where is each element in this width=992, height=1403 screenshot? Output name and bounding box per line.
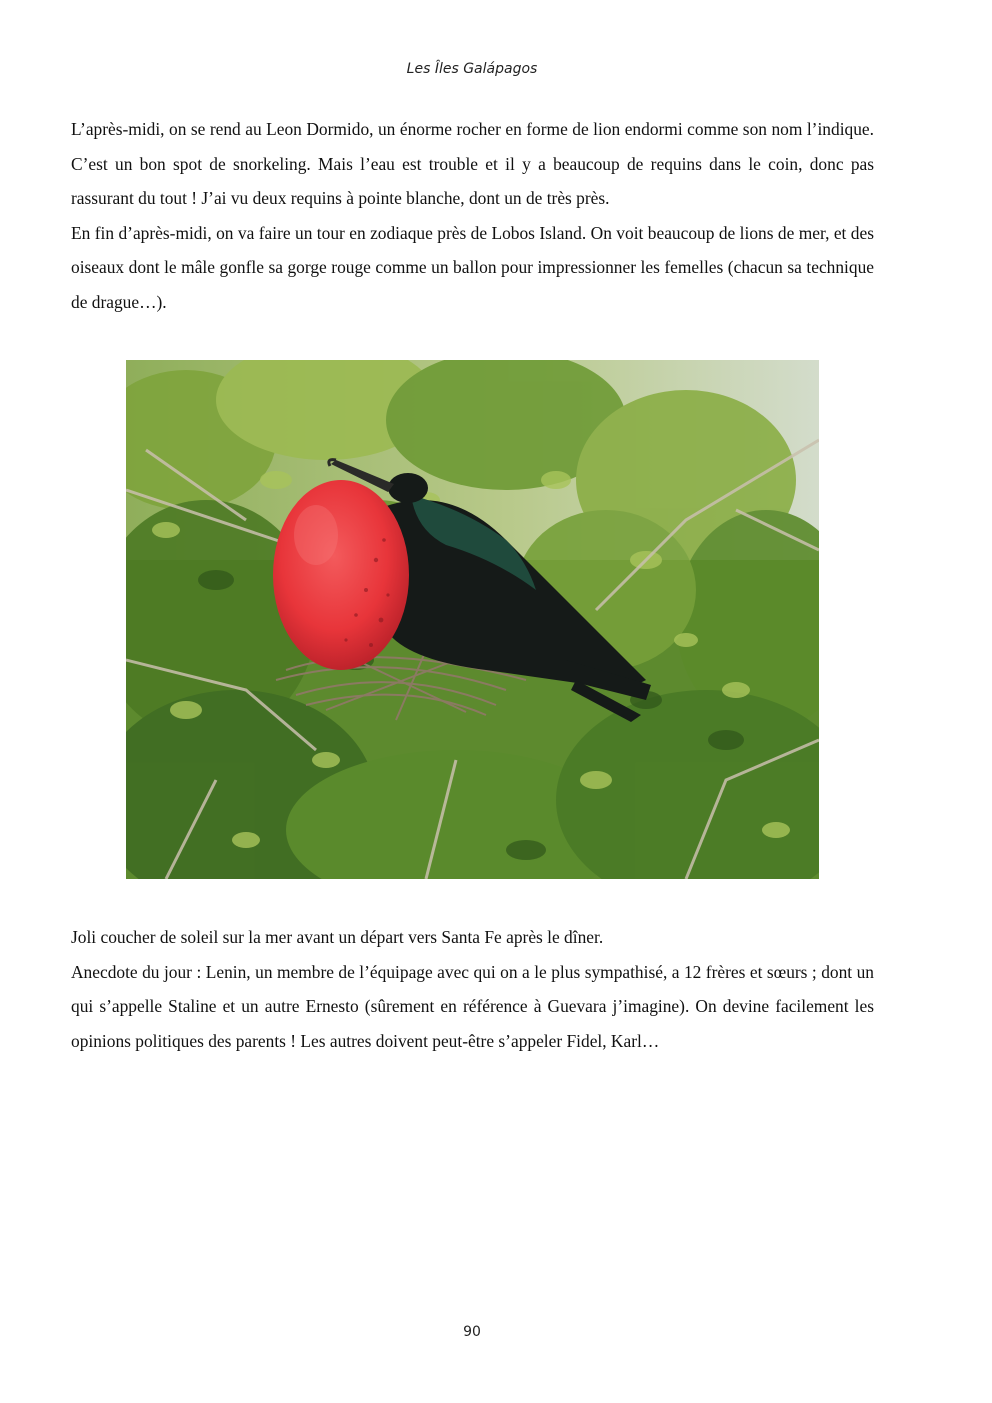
running-header: Les Îles Galápagos <box>406 61 538 77</box>
paragraph-sunset: Joli coucher de soleil sur la mer avant un départ vers Santa Fe après le dîner. <box>71 927 604 947</box>
frigatebird-photo <box>126 360 819 879</box>
text-block-bottom <box>71 920 874 1058</box>
paragraph-anecdote: Anecdote du jour : Lenin, un membre de l’équipage avec qui on a le plus sympathisé, a 12 frères et sœurs ; dont un qui s’appelle Staline et un autre Ernesto (sûrement en référence à Guevara j’imagine). On devine facilement les opinions politiques des parents ! Les autres doivent peut-être s’appeler Fidel, Karl… <box>71 961 874 1051</box>
text-block-top <box>71 112 874 320</box>
paragraph-lobos-island: En fin d’après-midi, on va faire un tour en zodiaque près de Lobos Island. On voit beaucoup de lions de mer, et des oiseaux dont le mâle gonfle sa gorge rouge comme un ballon pour impressionner les femelles (chacun sa technique de drague…). <box>71 222 874 312</box>
paragraph-leon-dormido: L’après-midi, on se rend au Leon Dormido, un énorme rocher en forme de lion endormi comme son nom l’indique. C’est un bon spot de snorkeling. Mais l’eau est trouble et il y a beaucoup de requins dans le coin, donc pas rassurant du tout ! J’ai vu deux requins à pointe blanche, dont un de très près. <box>71 119 874 209</box>
page-number: 90 <box>463 1324 481 1340</box>
